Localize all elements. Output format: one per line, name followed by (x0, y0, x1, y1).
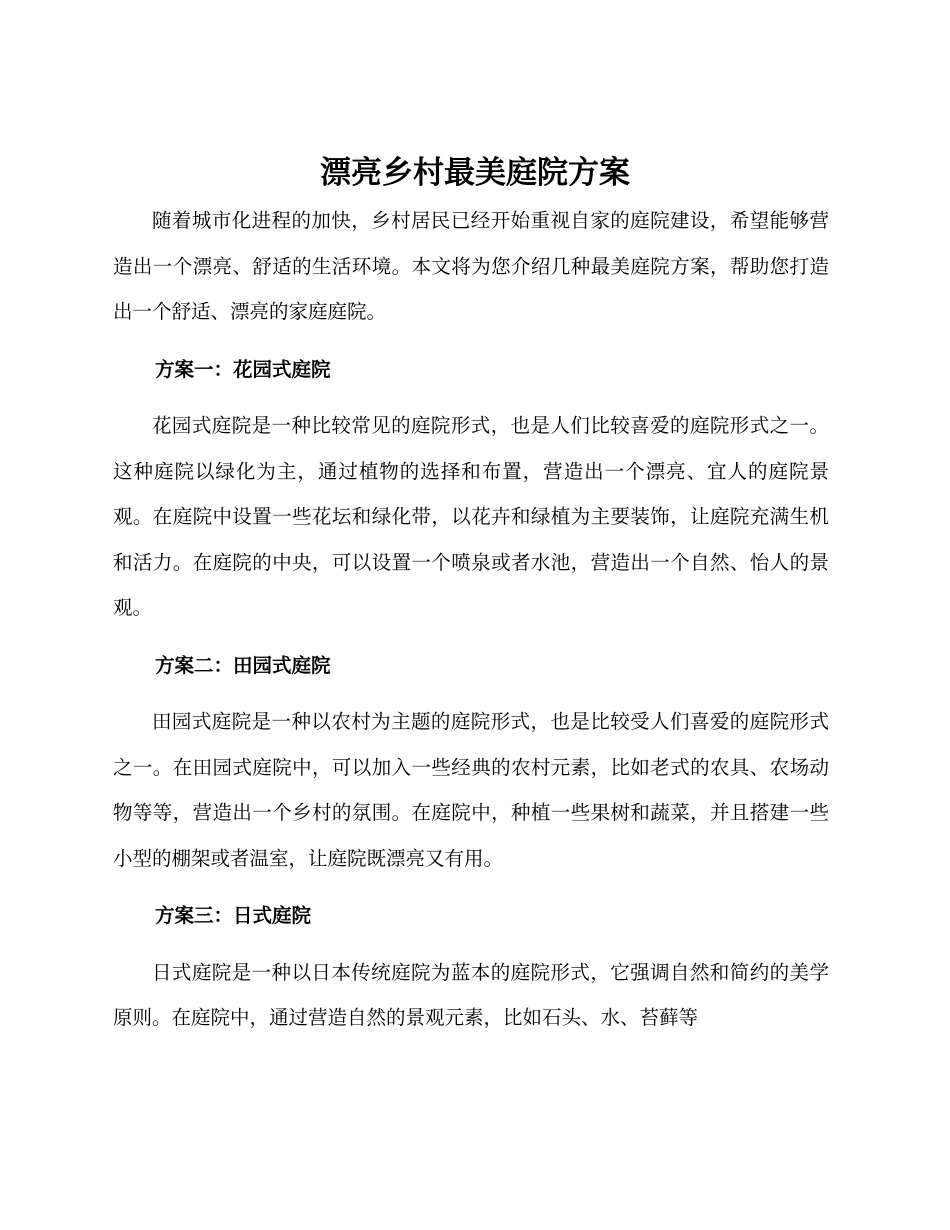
spacer (113, 881, 829, 893)
section-paragraph-2: 田园式庭院是一种以农村为主题的庭院形式，也是比较受人们喜爱的庭院形式之一。在田园式庭院中，可以加入一些经典的农村元素，比如老式的农具、农场动物等等，营造出一个乡村的氛围。在庭院中，种植一些果树和蔬菜，并且搭建一些小型的棚架或者温室，让庭院既漂亮又有用。 (113, 710, 829, 870)
section-paragraph-1: 花园式庭院是一种比较常见的庭院形式，也是人们比较喜爱的庭院形式之一。这种庭院以绿化为主，通过植物的选择和布置，营造出一个漂亮、宜人的庭院景观。在庭院中设置一些花坛和绿化带，以花卉和绿植为主要装饰，让庭院充满生机和活力。在庭院的中央，可以设置一个喷泉或者水池，营造出一个自然、怡人的景观。 (113, 414, 829, 619)
spacer (113, 939, 829, 950)
section-heading-3: 方案三：日式庭院 (155, 904, 312, 927)
document-title: 漂亮乡村最美庭院方案 (320, 155, 630, 191)
section-heading-2: 方案二：田园式庭院 (155, 653, 331, 677)
section-paragraph-3: 日式庭院是一种以日本传统庭院为蓝本的庭院形式，它强调自然和简约的美学原则。在庭院中，通过营造自然的景观元素，比如石头、水、苔藓等 (113, 960, 829, 1029)
document-body (113, 198, 829, 1041)
spacer (113, 392, 829, 403)
section-heading-1: 方案一：花园式庭院 (155, 357, 331, 381)
intro-paragraph: 随着城市化进程的加快，乡村居民已经开始重视自家的庭院建设，希望能够营造出一个漂亮、舒适的生活环境。本文将为您介绍几种最美庭院方案，帮助您打造出一个舒适、漂亮的家庭庭院。 (113, 209, 829, 323)
spacer (113, 631, 829, 643)
spacer (113, 688, 829, 699)
spacer (113, 335, 829, 347)
